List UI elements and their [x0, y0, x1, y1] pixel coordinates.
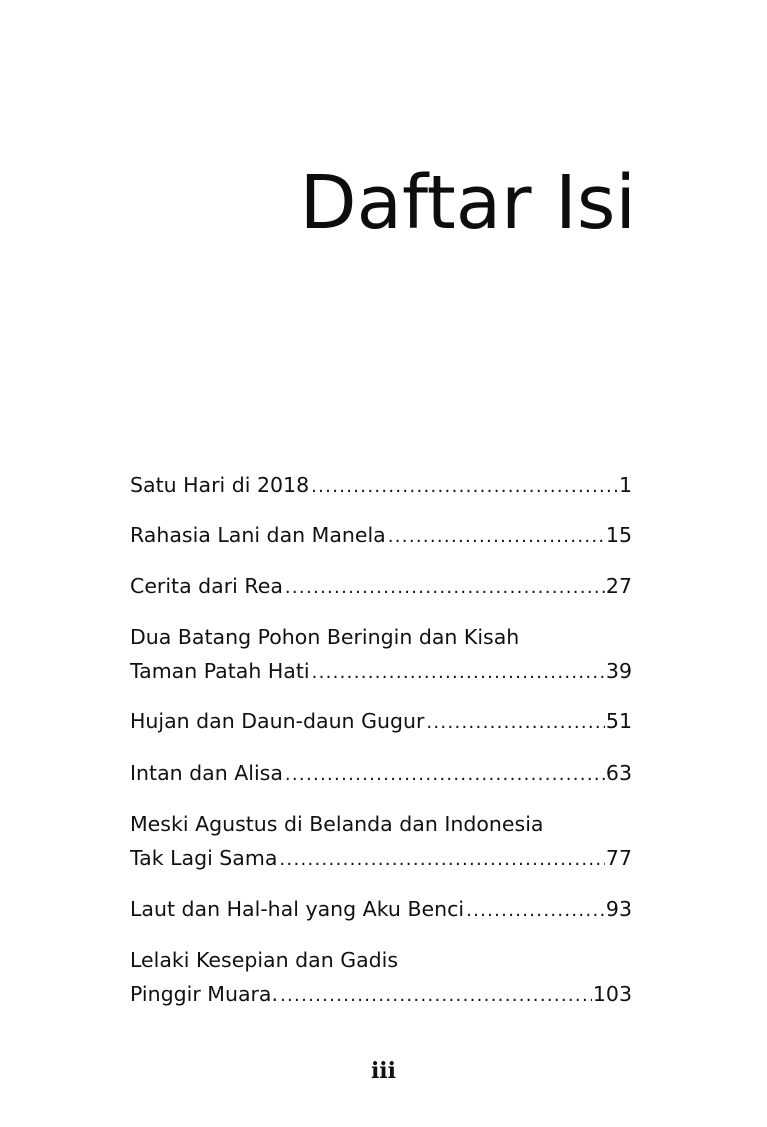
toc-entry-title: Rahasia Lani dan Manela: [130, 523, 386, 547]
toc-entry-title: Lelaki Kesepian dan Gadis: [130, 948, 399, 972]
toc-line: [130, 468, 632, 502]
toc-line: [130, 654, 632, 688]
toc-line: [130, 756, 632, 790]
dot-leader: [285, 571, 605, 603]
toc-line: [130, 841, 632, 875]
dot-leader: [311, 470, 618, 502]
toc-line: [130, 518, 632, 552]
toc-entry[interactable]: [130, 756, 632, 790]
toc-page-number: 93: [605, 897, 632, 921]
toc-entry[interactable]: [130, 518, 632, 552]
toc-page-number: 51: [605, 709, 632, 733]
toc-entry[interactable]: [130, 704, 632, 738]
dot-leader: [279, 843, 605, 875]
toc-line: [130, 943, 632, 977]
page-title: Daftar Isi: [299, 160, 636, 246]
toc-page-number: 77: [605, 846, 632, 870]
toc-line: [130, 569, 632, 603]
toc-entry[interactable]: [130, 892, 632, 926]
dot-leader: [285, 758, 605, 790]
toc-entry-title: Hujan dan Daun-daun Gugur: [130, 709, 425, 733]
toc-page-number: 63: [605, 761, 632, 785]
toc-page-number: 15: [605, 523, 632, 547]
page-number-folio: iii: [370, 1058, 397, 1084]
toc-entry-title: Satu Hari di 2018: [130, 473, 310, 497]
toc-line: [130, 620, 632, 654]
dot-leader: [426, 706, 605, 738]
toc-line: [130, 892, 632, 926]
toc-entry[interactable]: [130, 468, 632, 502]
dot-leader: [388, 520, 605, 552]
toc-entry-title-continued: Tak Lagi Sama: [130, 846, 278, 870]
toc-page-number: 103: [592, 982, 632, 1006]
toc-entry-title-continued: Taman Patah Hati: [130, 659, 310, 683]
dot-leader: [312, 656, 605, 688]
toc-entry-title-continued: Pinggir Muara.: [130, 982, 279, 1006]
toc-entry[interactable]: [130, 807, 632, 875]
toc-entry-title: Dua Batang Pohon Beringin dan Kisah: [130, 625, 520, 649]
toc-line: [130, 704, 632, 738]
toc-page-number: 1: [618, 473, 632, 497]
toc-entry[interactable]: [130, 620, 632, 688]
toc-page-number: 27: [605, 574, 632, 598]
toc-line: [130, 977, 632, 1011]
toc-entry[interactable]: [130, 569, 632, 603]
dot-leader: [466, 894, 605, 926]
toc-entry-title: Laut dan Hal-hal yang Aku Benci: [130, 897, 465, 921]
toc-entry-title: Cerita dari Rea: [130, 574, 283, 598]
toc-page-number: 39: [605, 659, 632, 683]
toc-entry-title: Meski Agustus di Belanda dan Indonesia: [130, 812, 544, 836]
toc-entry-title: Intan dan Alisa: [130, 761, 283, 785]
toc-entry[interactable]: [130, 943, 632, 1011]
dot-leader: [280, 979, 592, 1011]
toc-line: [130, 807, 632, 841]
